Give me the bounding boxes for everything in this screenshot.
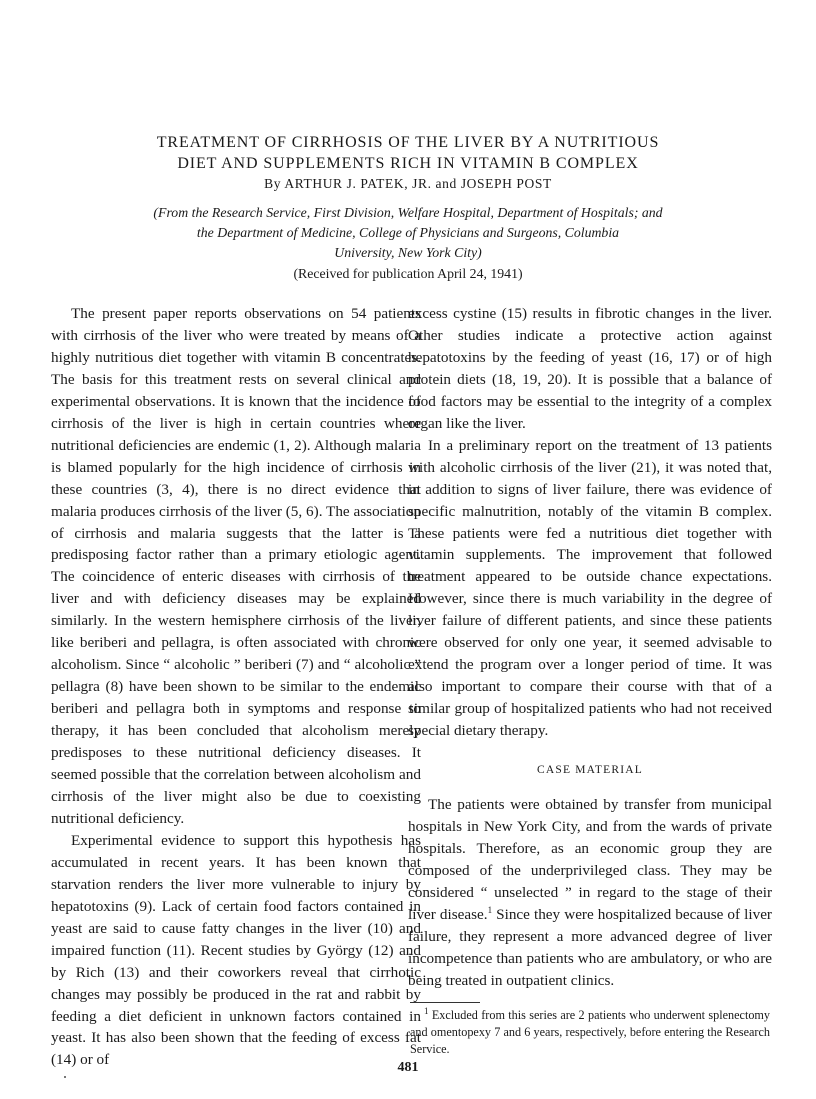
body-paragraph-continued: excess cystine (15) results in fibrotic changes in the liver. Other studies indicate a protective action against hepatotoxins by the feeding of yeast (16, 17) or of high protein diets (18, 19, 20). It is possible that a balance of food factors may be essential to the integrity of a complex organ like the liver. xyxy=(408,305,772,432)
footnote xyxy=(410,1007,770,1058)
paragraph-text: The patients were obtained by transfer from municipal hospitals in New York City, and from the wards of private hospitals. Therefore, as an economic group they are composed of the underprivileged class. They may be considered “ unselected ” in regard to the stage of their liver disease. xyxy=(408,796,772,923)
footnote-marker: 1 xyxy=(424,1005,429,1016)
right-column xyxy=(408,303,772,992)
body-paragraph: In a preliminary report on the treatment of 13 patients with alcoholic cirrhosis of the liver (21), it was noted that, in addition to signs of liver failure, there was evidence of specific malnutrition, notably of the vitamin B complex. These patients were fed a nutritious diet together with vitamin supplements. The improvement that followed treatment appeared to be outside chance expectations. However, since there is much variability in the degree of liver failure of different patients, and since these patients were observed for only one year, it seemed advisable to extend the program over a longer period of time. It was also important to compare their course with that of a similar group of hospitalized patients who had not received special dietary therapy. xyxy=(408,436,772,740)
article-title-line-2: DIET AND SUPPLEMENTS RICH IN VITAMIN B COMPLEX xyxy=(177,154,639,172)
left-column xyxy=(51,303,421,1071)
scan-speck xyxy=(64,1076,66,1078)
author-byline: By ARTHUR J. PATEK, JR. and JOSEPH POST xyxy=(264,176,552,191)
affiliation-line-2: the Department of Medicine, College of Physicians and Surgeons, Columbia xyxy=(196,225,620,240)
author-affiliation xyxy=(145,203,671,263)
body-paragraph: Experimental evidence to support this hypothesis has accumulated in recent years. It has been known that starvation renders the liver more vulnerable to injury by hepatotoxins (9). Lack of certain food factors contained in yeast are said to cause fatty changes in the liver (10) and impaired function (11). Recent studies by György (12) and by Rich (13) and their coworkers reveal that cirrhotic changes may possibly be produced in the rat and rabbit by feeding a diet deficient in unknown factors contained in yeast. It has also been shown that the feeding of excess fat (14) or of xyxy=(51,831,421,1069)
section-heading-case-material: CASE MATERIAL xyxy=(536,764,643,777)
article-title xyxy=(70,132,746,174)
affiliation-line-3: University, New York City) xyxy=(334,245,482,260)
footnote-text: Excluded from this series are 2 patients who underwent splenectomy and omentopexy 7 and 6 years, respectively, before entering the Research Service. xyxy=(410,1008,770,1056)
footnote-reference[interactable]: 1 xyxy=(487,904,493,915)
footnote-divider xyxy=(410,1002,480,1003)
body-paragraph xyxy=(408,794,772,992)
body-paragraph: The present paper reports observations on 54 patients with cirrhosis of the liver who were treated by means of a highly nutritious diet together with vitamin B concentrates. The basis for this treatment rests on several clinical and experimental observations. It is known that the incidence of cirrhosis of the liver is high in certain countries where nutritional deficiencies are endemic (1, 2). Although malaria is blamed popularly for the high incidence of cirrhosis in these countries (3, 4), there is no direct evidence that malaria produces cirrhosis of the liver (5, 6). The association of cirrhosis and malaria suggests that the latter is a predisposing factor rather than a primary etiologic agent. The coincidence of enteric diseases with cirrhosis of the liver and with deficiency diseases may be explained similarly. In the western hemisphere cirrhosis of the liver, like beriberi and pellagra, is often associated with chronic alcoholism. Since “ alcoholic ” beriberi (7) and “ alcoholic ” pellagra (8) have been shown to be similar to the endemic beriberi and pellagra both in symptoms and response to therapy, it has been concluded that alcoholism merely predisposes to these nutritional deficiency diseases. It seemed possible that the correlation between alcoholism and cirrhosis of the liver might also be due to coexisting nutritional deficiency. xyxy=(51,305,421,827)
affiliation-line-1: (From the Research Service, First Division, Welfare Hospital, Department of Hospitals; and xyxy=(153,205,663,220)
page-number: 481 xyxy=(397,1060,419,1075)
received-date: (Received for publication April 24, 1941) xyxy=(293,266,523,281)
article-title-line-1: TREATMENT OF CIRRHOSIS OF THE LIVER BY A NUTRITIOUS xyxy=(156,133,660,151)
paragraph-text: Since they were hospitalized because of liver failure, they represent a more advanced degree of liver incompetence than patients who are ambulatory, or who are being treated in outpatient clinics. xyxy=(408,905,772,989)
